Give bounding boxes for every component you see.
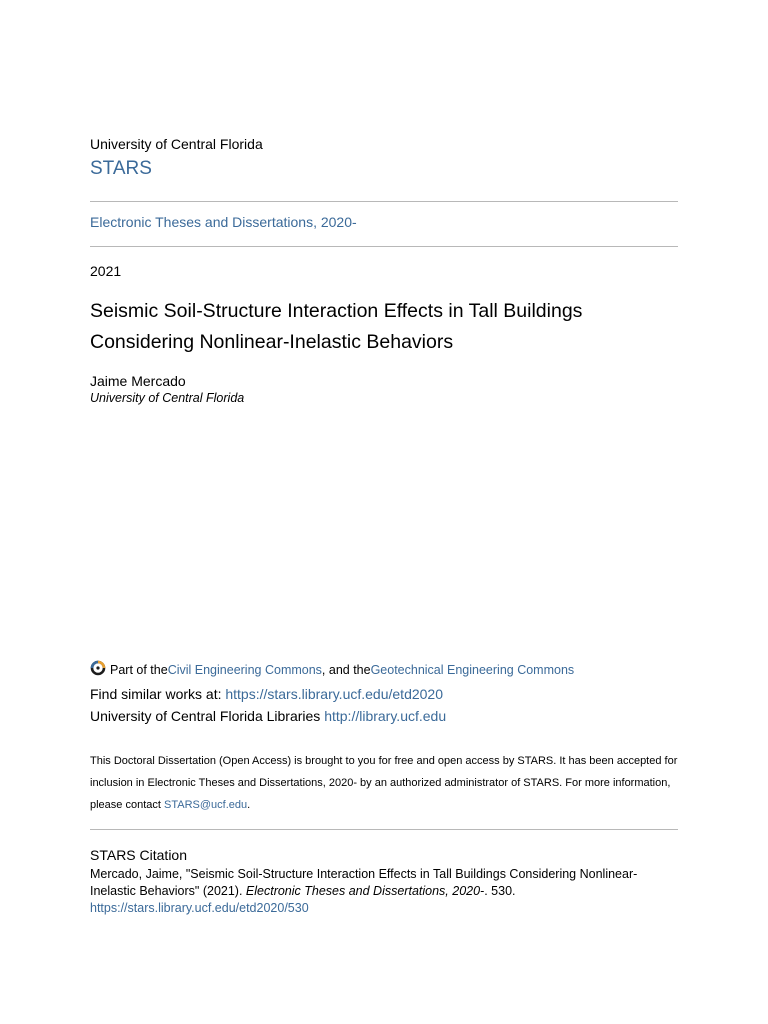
divider — [90, 829, 678, 830]
stars-link[interactable]: STARS — [90, 158, 152, 179]
document-title: Seismic Soil-Structure Interaction Effects in Tall Buildings Considering Nonlinear-Inelastic Behaviors — [90, 300, 583, 353]
part-of-prefix: Part of the — [110, 663, 168, 677]
contact-email-link[interactable]: STARS@ucf.edu — [164, 799, 248, 811]
access-statement — [90, 750, 680, 816]
citation-block — [90, 866, 680, 917]
commons-network-icon — [90, 660, 106, 676]
libraries-line — [90, 708, 446, 724]
part-of-middle: , and the — [321, 663, 371, 677]
citation-text: Mercado, Jaime, "Seismic Soil-Structure Interaction Effects in Tall Buildings Considering Nonlinear-Inelastic Behaviors" (2021). — [90, 867, 638, 898]
access-end: . — [247, 799, 251, 811]
libraries-label: University of Central Florida Libraries — [90, 708, 325, 724]
divider — [90, 201, 678, 202]
citation-number: . 530. — [484, 884, 516, 898]
university-name: University of Central Florida — [90, 136, 263, 152]
civil-engineering-commons-link[interactable]: Civil Engineering Commons — [167, 663, 322, 677]
similar-works-line — [90, 686, 443, 702]
citation-heading: STARS Citation — [90, 847, 187, 863]
divider — [90, 246, 678, 247]
publication-year: 2021 — [90, 263, 122, 279]
access-text: This Doctoral Dissertation (Open Access) is brought to you for free and open access by STARS. It has been accepted for inclusion in Electronic Theses and Dissertations, 2020- by an authorized administrator of STARS. For more information, please contact — [90, 755, 678, 811]
similar-works-label: Find similar works at: — [90, 686, 226, 702]
similar-works-link[interactable]: https://stars.library.ucf.edu/etd2020 — [225, 686, 443, 702]
part-of-line — [90, 662, 574, 678]
citation-url-link[interactable]: https://stars.library.ucf.edu/etd2020/530 — [90, 901, 309, 915]
author-affiliation: University of Central Florida — [90, 391, 245, 405]
citation-series: Electronic Theses and Dissertations, 2020- — [245, 884, 485, 898]
collection-link[interactable]: Electronic Theses and Dissertations, 2020- — [90, 214, 357, 230]
libraries-link[interactable]: http://library.ucf.edu — [324, 708, 447, 724]
geotechnical-engineering-commons-link[interactable]: Geotechnical Engineering Commons — [370, 663, 575, 677]
author-name: Jaime Mercado — [90, 373, 186, 389]
